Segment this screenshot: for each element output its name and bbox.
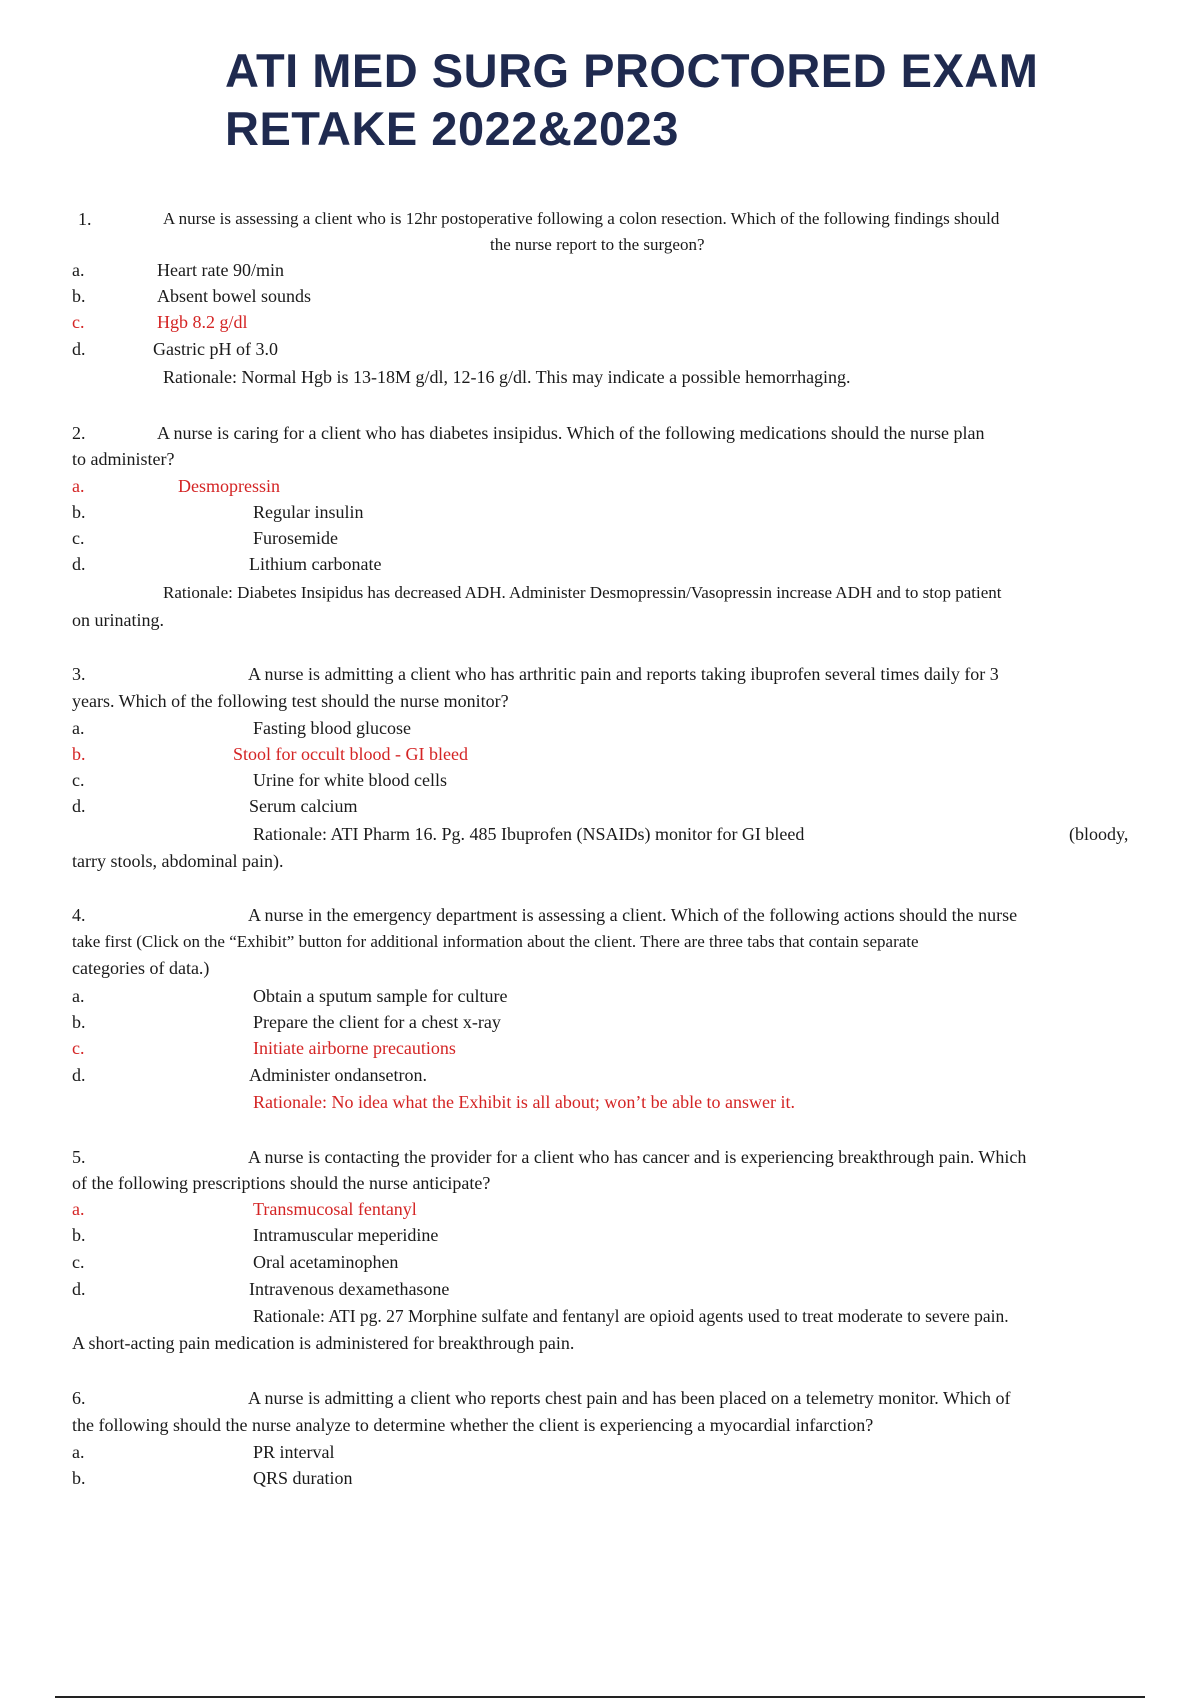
rationale: (bloody, [1069,824,1129,844]
document-title [225,42,1125,158]
rationale: Rationale: Diabetes Insipidus has decreased ADH. Administer Desmopressin/Vasopressin increase ADH and to stop patient [163,583,1002,602]
rationale: Rationale: Normal Hgb is 13-18M g/dl, 12-16 g/dl. This may indicate a possible hemorrhaging. [163,367,851,387]
correct-option-letter: b. [72,744,86,764]
question-stem: A nurse is assessing a client who is 12hr postoperative following a colon resection. Which of the following findings should [163,209,1000,228]
question-stem: A nurse in the emergency department is assessing a client. Which of the following actions should the nurse [248,905,1018,925]
option-letter: d. [72,554,86,574]
option-text: Absent bowel sounds [157,286,311,306]
option-letter: b. [72,1012,86,1032]
option-letter: d. [72,796,86,816]
rationale: tarry stools, abdominal pain). [72,851,284,871]
question-stem: A nurse is caring for a client who has diabetes insipidus. Which of the following medications should the nurse plan [157,423,985,443]
correct-option-text: Desmopressin [178,476,280,496]
option-text: Oral acetaminophen [253,1252,399,1272]
correct-option-text: Stool for occult blood - GI bleed [233,744,468,764]
option-letter: c. [72,1252,85,1272]
rationale: Rationale: ATI Pharm 16. Pg. 485 Ibuprofen (NSAIDs) monitor for GI bleed [253,824,805,844]
question-stem: the following should the nurse analyze to determine whether the client is experiencing a myocardial infarction? [72,1415,874,1435]
question-number: 6. [72,1388,86,1408]
option-text: Furosemide [253,528,338,548]
correct-option-letter: a. [72,1199,85,1219]
rationale: Rationale: ATI pg. 27 Morphine sulfate and fentanyl are opioid agents used to treat moderate to severe pain. [253,1306,1009,1326]
option-letter: b. [72,502,86,522]
question-number: 4. [72,905,86,925]
question-number: 3. [72,664,86,684]
question-number: 1. [78,209,92,229]
question-stem: years. Which of the following test should the nurse monitor? [72,691,509,711]
correct-option-text: Hgb 8.2 g/dl [157,312,248,332]
option-text: Heart rate 90/min [157,260,284,280]
option-text: Fasting blood glucose [253,718,411,738]
question-stem: of the following prescriptions should the nurse anticipate? [72,1173,491,1193]
option-letter: c. [72,528,85,548]
question-stem: A nurse is admitting a client who reports chest pain and has been placed on a telemetry monitor. Which of [248,1388,1011,1408]
correct-option-letter: c. [72,312,85,332]
option-text: Intramuscular meperidine [253,1225,439,1245]
question-stem: A nurse is admitting a client who has arthritic pain and reports taking ibuprofen several times daily for 3 [248,664,999,684]
question-stem: take first (Click on the “Exhibit” button for additional information about the client. There are three tabs that contain separate [72,932,919,951]
option-text: Lithium carbonate [249,554,382,574]
option-letter: b. [72,1225,86,1245]
page-bottom-rule [55,1696,1145,1698]
question-stem: the nurse report to the surgeon? [490,235,705,254]
option-letter: c. [72,770,85,790]
option-text: Serum calcium [249,796,358,816]
correct-option-letter: c. [72,1038,85,1058]
title-line-1: ATI MED SURG PROCTORED EXAM [225,44,1039,97]
rationale: on urinating. [72,610,164,630]
question-stem: A nurse is contacting the provider for a client who has cancer and is experiencing breakthrough pain. Which [248,1147,1027,1167]
option-letter: d. [72,339,86,359]
option-letter: d. [72,1279,86,1299]
option-text: Regular insulin [253,502,364,522]
option-text: Administer ondansetron. [249,1065,427,1085]
option-text: Obtain a sputum sample for culture [253,986,508,1006]
question-stem: categories of data.) [72,958,210,978]
rationale: A short-acting pain medication is administered for breakthrough pain. [72,1333,575,1353]
option-text: Gastric pH of 3.0 [153,339,278,359]
option-letter: a. [72,718,85,738]
title-line-2: RETAKE 2022&2023 [225,102,679,155]
question-number: 5. [72,1147,86,1167]
option-letter: a. [72,260,85,280]
correct-option-text: Transmucosal fentanyl [253,1199,417,1219]
option-letter: b. [72,1468,86,1488]
option-text: QRS duration [253,1468,353,1488]
option-letter: a. [72,986,85,1006]
option-letter: a. [72,1442,85,1462]
option-text: Intravenous dexamethasone [249,1279,450,1299]
option-letter: b. [72,286,86,306]
option-text: Urine for white blood cells [253,770,447,790]
question-number: 2. [72,423,86,443]
correct-option-text: Initiate airborne precautions [253,1038,456,1058]
option-text: Prepare the client for a chest x-ray [253,1012,501,1032]
correct-option-letter: a. [72,476,85,496]
rationale: Rationale: No idea what the Exhibit is all about; won’t be able to answer it. [253,1092,796,1112]
option-letter: d. [72,1065,86,1085]
option-text: PR interval [253,1442,335,1462]
question-stem: to administer? [72,449,175,469]
